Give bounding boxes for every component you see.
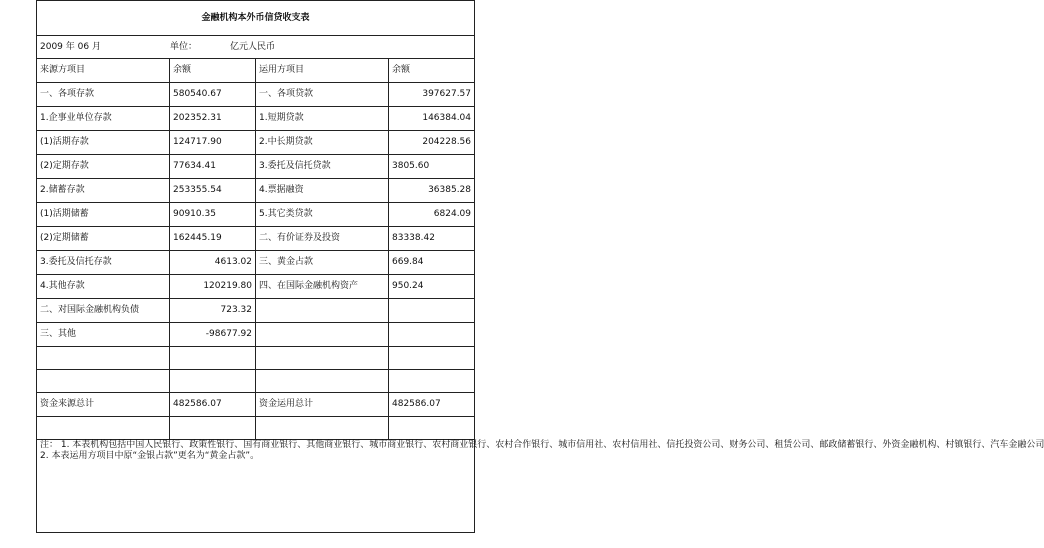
use-value: [389, 299, 475, 323]
source-label: 一、各项存款: [37, 83, 170, 107]
source-value: 90910.35: [170, 203, 256, 227]
table-row: [37, 83, 475, 107]
use-total-label: 资金运用总计: [256, 393, 389, 417]
unit-label: 单位：: [170, 41, 198, 52]
source-value: 580540.67: [170, 83, 256, 107]
source-label: 2.储蓄存款: [37, 179, 170, 203]
source-total-value: 482586.07: [170, 393, 256, 417]
blank-row: [37, 417, 475, 440]
source-value: 124717.90: [170, 131, 256, 155]
source-value: 77634.41: [170, 155, 256, 179]
source-value: 4613.02: [170, 251, 256, 275]
blank-row: [37, 347, 475, 370]
source-amount-header: 余额: [170, 59, 256, 83]
source-label: 三、其他: [37, 323, 170, 347]
source-label: 1.企事业单位存款: [37, 107, 170, 131]
source-item-header: 来源方项目: [37, 59, 170, 83]
totals-row: [37, 393, 475, 417]
use-value: 204228.56: [389, 131, 475, 155]
source-value: 120219.80: [170, 275, 256, 299]
source-label: 4.其他存款: [37, 275, 170, 299]
use-value: 397627.57: [389, 83, 475, 107]
use-item-header: 运用方项目: [256, 59, 389, 83]
table-row: [37, 179, 475, 203]
table-row: [37, 107, 475, 131]
table-row: [37, 227, 475, 251]
table-title: 金融机构本外币信贷收支表: [37, 1, 475, 36]
use-value: 36385.28: [389, 179, 475, 203]
use-label: 1.短期贷款: [256, 107, 389, 131]
use-label: [256, 299, 389, 323]
table-row: [37, 275, 475, 299]
use-value: 669.84: [389, 251, 475, 275]
use-label: [256, 323, 389, 347]
use-label: 4.票据融资: [256, 179, 389, 203]
blank-row: [37, 370, 475, 393]
table-row: [37, 131, 475, 155]
table-row: [37, 323, 475, 347]
note-line-1: 注： 1. 本表机构包括中国人民银行、政策性银行、国有商业银行、其他商业银行、城市商业银行、农村商业银行、农村合作银行、城市信用社、农村信用社、信托投资公司、财务公司、租赁公司、邮政储蓄银行、外资金融机构、村镇银行、汽车金融公司: [40, 440, 1044, 450]
credit-balance-sheet: [36, 0, 1044, 540]
use-label: 三、黄金占款: [256, 251, 389, 275]
source-label: 3.委托及信托存款: [37, 251, 170, 275]
use-label: 2.中长期贷款: [256, 131, 389, 155]
use-value: 6824.09: [389, 203, 475, 227]
source-value: 723.32: [170, 299, 256, 323]
use-amount-header: 余额: [389, 59, 475, 83]
table-row: [37, 155, 475, 179]
source-label: 二、对国际金融机构负债: [37, 299, 170, 323]
use-value: 83338.42: [389, 227, 475, 251]
use-label: 3.委托及信托贷款: [256, 155, 389, 179]
unit-value: 亿元人民币: [230, 41, 276, 52]
notes-row: [37, 440, 475, 533]
use-label: 四、在国际金融机构资产: [256, 275, 389, 299]
source-label: (1)活期储蓄: [37, 203, 170, 227]
source-value: 253355.54: [170, 179, 256, 203]
source-value: 202352.31: [170, 107, 256, 131]
notes-cell: [37, 440, 1044, 533]
use-total-value: 482586.07: [389, 393, 475, 417]
info-row: [37, 36, 475, 59]
report-date: 2009 年 06 月: [40, 41, 101, 52]
use-label: 5.其它类贷款: [256, 203, 389, 227]
source-value: 162445.19: [170, 227, 256, 251]
note-line-2: 2. 本表运用方项目中原“金银占款”更名为“黄金占款”。: [40, 451, 260, 461]
source-label: (2)定期存款: [37, 155, 170, 179]
header-row: [37, 59, 475, 83]
credit-table: [36, 0, 1044, 533]
table-row: [37, 251, 475, 275]
source-total-label: 资金来源总计: [37, 393, 170, 417]
use-value: 3805.60: [389, 155, 475, 179]
use-label: 一、各项贷款: [256, 83, 389, 107]
source-label: (1)活期存款: [37, 131, 170, 155]
source-label: (2)定期储蓄: [37, 227, 170, 251]
use-label: 二、有价证券及投资: [256, 227, 389, 251]
use-value: 146384.04: [389, 107, 475, 131]
use-value: 950.24: [389, 275, 475, 299]
table-row: [37, 203, 475, 227]
source-value: -98677.92: [170, 323, 256, 347]
table-row: [37, 299, 475, 323]
use-value: [389, 323, 475, 347]
